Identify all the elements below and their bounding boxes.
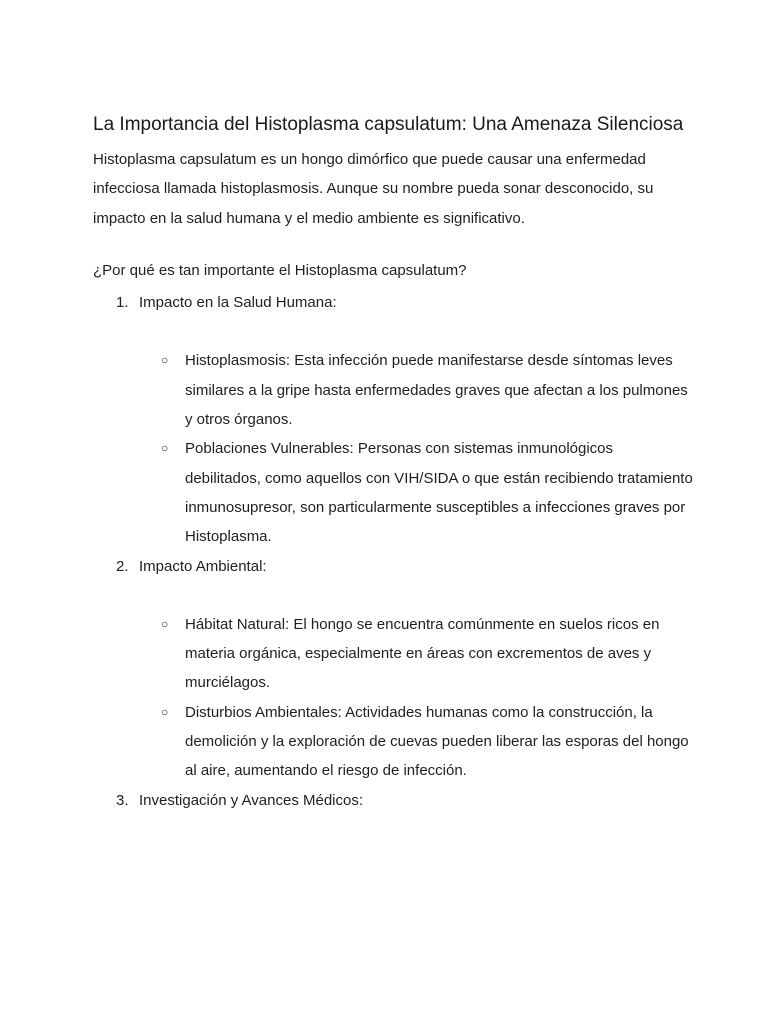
section-question: ¿Por qué es tan importante el Histoplasma capsulatum?: [93, 261, 467, 279]
numbered-list: [93, 552, 693, 581]
numbered-item: [93, 786, 693, 815]
hollow-circle-bullet-icon: ○: [161, 704, 169, 719]
bullet-text: Disturbios Ambientales: Actividades humanas como la construcción, la demolición y la exploración de cuevas pueden liberar las esporas del hongo al aire, aumentando el riesgo de infección.: [185, 703, 689, 780]
intro-paragraph: Histoplasma capsulatum es un hongo dimórfico que puede causar una enfermedad infecciosa llamada histoplasmosis. Aunque su nombre pueda sonar desconocido, su impacto en la salud humana y el medio ambiente es significativo.: [93, 151, 654, 227]
item-number: 3.: [116, 791, 129, 809]
document-title: La Importancia del Histoplasma capsulatum: Una Amenaza Silenciosa: [93, 114, 684, 135]
blank-line: [93, 581, 693, 610]
document-page: [93, 110, 693, 815]
item-heading: Impacto en la Salud Humana:: [139, 294, 337, 312]
item-heading: Investigación y Avances Médicos:: [139, 791, 364, 809]
bullet-text: Poblaciones Vulnerables: Personas con sistemas inmunológicos debilitados, como aquellos con VIH/SIDA o que están recibiendo tratamiento inmunosupresor, son particularmente susceptibles a infecciones graves por Histoplasma.: [185, 440, 693, 546]
numbered-list: [93, 288, 693, 317]
bullet-text: Histoplasmosis: Esta infección puede manifestarse desde síntomas leves similares a la gripe hasta enfermedades graves que afectan a los pulmones y otros órganos.: [185, 352, 688, 429]
blank-line: [93, 317, 693, 346]
bullet-list: [93, 346, 693, 551]
item-heading: Impacto Ambiental:: [139, 557, 267, 575]
bullet-item: [93, 698, 693, 786]
bullet-item: [93, 610, 693, 698]
numbered-item: [93, 288, 693, 317]
bullet-text: Hábitat Natural: El hongo se encuentra comúnmente en suelos ricos en materia orgánica, especialmente en áreas con excrementos de aves y murciélagos.: [185, 615, 660, 692]
item-number: 2.: [116, 557, 129, 575]
numbered-item: [93, 552, 693, 581]
bullet-item: [93, 346, 693, 434]
hollow-circle-bullet-icon: ○: [161, 441, 169, 456]
bullet-list: [93, 610, 693, 786]
bullet-item: [93, 434, 693, 551]
hollow-circle-bullet-icon: ○: [161, 353, 169, 368]
numbered-list: [93, 786, 693, 815]
item-number: 1.: [116, 294, 129, 312]
hollow-circle-bullet-icon: ○: [161, 616, 169, 631]
